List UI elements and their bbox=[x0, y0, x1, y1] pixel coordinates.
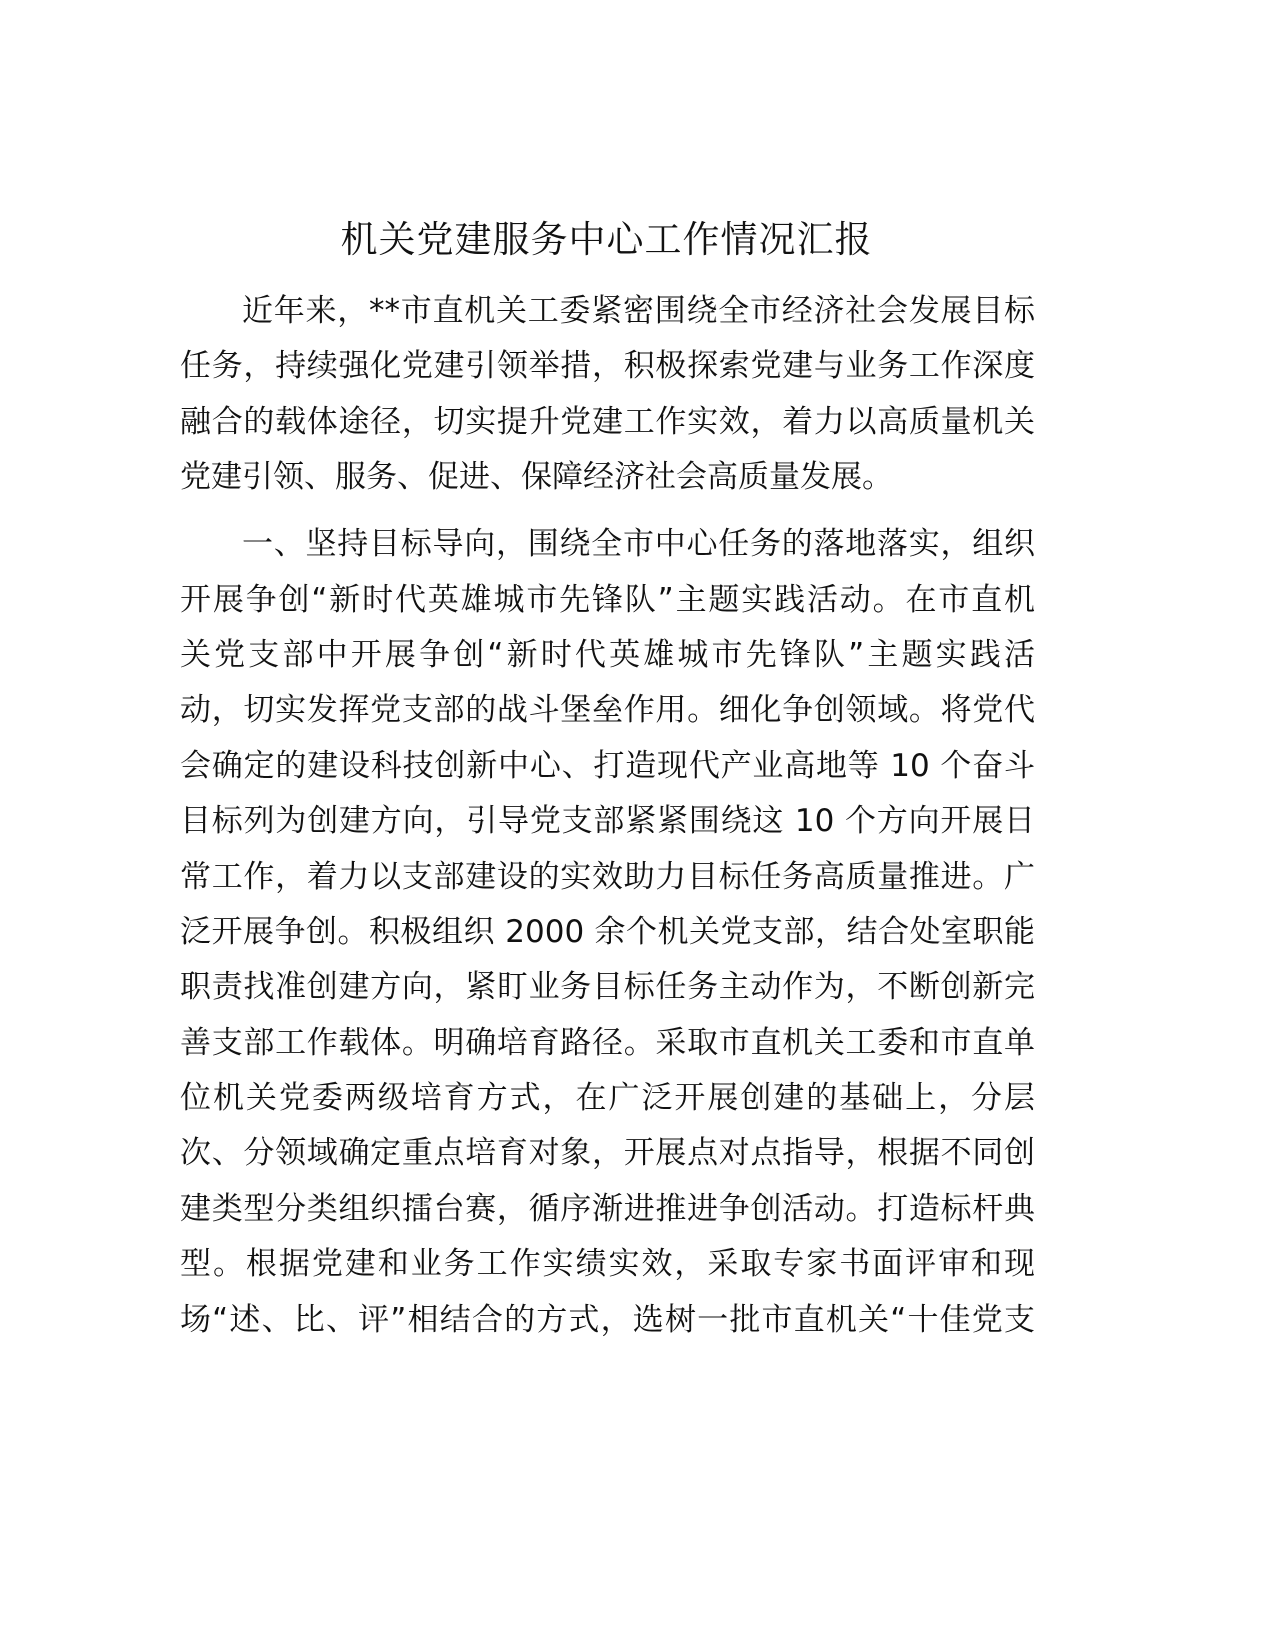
paragraph-intro bbox=[180, 284, 1035, 506]
text-line: 动，切实发挥党支部的战斗堡垒作用。细化争创领域。将党代 bbox=[180, 692, 1035, 729]
text-line: 会确定的建设科技创新中心、打造现代产业高地等 10 个奋斗 bbox=[180, 747, 1035, 784]
text-line: 位机关党委两级培育方式，在广泛开展创建的基础上，分层 bbox=[180, 1080, 1035, 1117]
text-line: 常工作，着力以支部建设的实效助力目标任务高质量推进。广 bbox=[180, 858, 1035, 895]
text-line: 善支部工作载体。明确培育路径。采取市直机关工委和市直单 bbox=[180, 1024, 1035, 1061]
text-line: 次、分领域确定重点培育对象，开展点对点指导，根据不同创 bbox=[180, 1135, 1035, 1172]
text-line: 型。根据党建和业务工作实绩实效，采取专家书面评审和现 bbox=[180, 1246, 1035, 1283]
document-body bbox=[180, 284, 1035, 1360]
text-line: 任务，持续强化党建引领举措，积极探索党建与业务工作深度 bbox=[180, 348, 1035, 385]
text-line: 融合的载体途径，切实提升党建工作实效，着力以高质量机关 bbox=[180, 403, 1035, 440]
text-line: 场“述、比、评”相结合的方式，选树一批市直机关“十佳党支 bbox=[180, 1301, 1035, 1338]
text-line: 开展争创“新时代英雄城市先锋队”主题实践活动。在市直机 bbox=[180, 581, 1035, 618]
text-line: 建类型分类组织擂台赛，循序渐进推进争创活动。打造标杆典 bbox=[180, 1190, 1035, 1227]
paragraph-section-1 bbox=[180, 517, 1035, 1348]
text-line: 党建引领、服务、促进、保障经济社会高质量发展。 bbox=[180, 459, 893, 496]
document-title: 机关党建服务中心工作情况汇报 bbox=[340, 218, 873, 261]
text-line: 近年来，**市直机关工委紧密围绕全市经济社会发展目标 bbox=[242, 293, 1035, 329]
text-line: 职责找准创建方向，紧盯业务目标任务主动作为，不断创新完 bbox=[180, 969, 1035, 1006]
text-line: 泛开展争创。积极组织 2000 余个机关党支部，结合处室职能 bbox=[180, 913, 1035, 950]
text-line: 一、坚持目标导向，围绕全市中心任务的落地落实，组织 bbox=[242, 526, 1035, 563]
text-line: 目标列为创建方向，引导党支部紧紧围绕这 10 个方向开展日 bbox=[180, 803, 1035, 840]
text-line: 关党支部中开展争创“新时代英雄城市先锋队”主题实践活 bbox=[180, 636, 1035, 673]
